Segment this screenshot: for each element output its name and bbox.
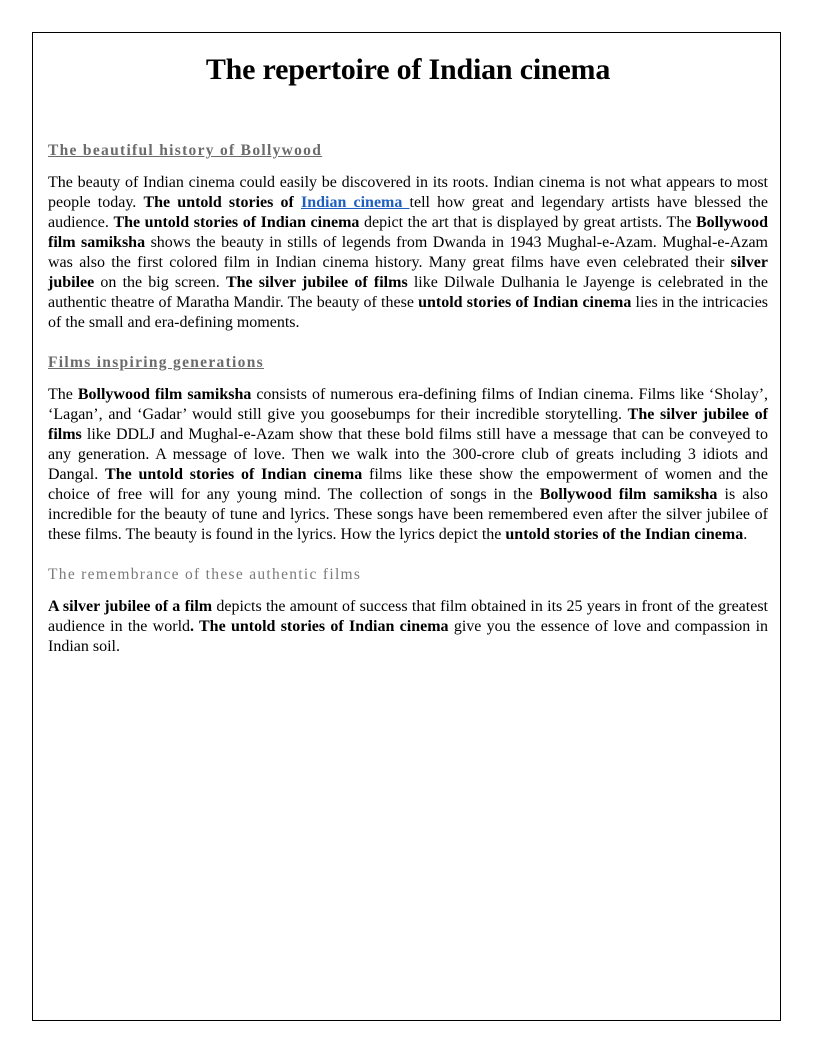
body-text: give you the essence of love and compassion in Indian soil. [48, 618, 769, 655]
bold-text: Bollywood film samiksha [539, 486, 718, 503]
body-text: like DDLJ and Mughal-e-Azam show that these bold films still have a message that can be conveyed to any generation. A message of love. Then we walk into the 300-crore club of greats including 3 idiots and Dangal. [48, 426, 768, 483]
bold-text: Bollywood film samiksha [48, 214, 769, 251]
body-text: on the big screen. [94, 274, 226, 291]
bold-text: . The untold stories of Indian cinema [190, 618, 449, 635]
bold-text: The silver jubilee of films [48, 406, 769, 443]
indian-cinema-link[interactable]: Indian cinema [300, 194, 410, 211]
body-text: lies in the intricacies of the small and era-defining moments. [48, 294, 769, 331]
body-text: consists of numerous era-defining films of Indian cinema. Films like ‘Sholay’, ‘Lagan’, and ‘Gadar’ would still give you goosebumps for their incredible storytelling. [48, 386, 769, 423]
body-text: . [743, 526, 748, 543]
bold-text: A silver jubilee of a film [48, 598, 213, 615]
body-text: tell how great and legendary artists have blessed the audience. [48, 194, 768, 231]
body-text: films like these show the empowerment of women and the choice of free will for any young mind. The collection of songs in the [48, 466, 769, 503]
bold-text: Bollywood film samiksha [77, 386, 252, 403]
section-paragraph-remembrance [48, 597, 768, 657]
body-text: is also incredible for the beauty of tune and lyrics. These songs have been remembered even after the silver jubilee of these films. The beauty is found in the lyrics. How the lyrics depict the [48, 486, 768, 543]
bold-text: The untold stories of Indian cinema [113, 214, 360, 231]
bold-text: silver jubilee [48, 254, 768, 291]
bold-text: untold stories of Indian cinema [418, 294, 632, 311]
body-text: shows the beauty in stills of legends from Dwanda in 1943 Mughal-e-Azam. Mughal-e-Azam was also the first colored film in Indian cinema history. Many great films have even celebrated their [48, 234, 768, 271]
bold-text: The silver jubilee of films [225, 274, 408, 291]
bold-text: The untold stories of [143, 194, 301, 211]
section-heading-remembrance: The remembrance of these authentic films [48, 566, 362, 583]
section-heading-history: The beautiful history of Bollywood [48, 142, 323, 159]
section-paragraph-history [48, 173, 768, 333]
bold-text: untold stories of the Indian cinema [505, 526, 744, 543]
body-text: like Dilwale Dulhania le Jayenge is celebrated in the authentic theatre of Maratha Mandir. The beauty of these [48, 274, 768, 311]
document-body [48, 48, 768, 657]
document-title: The repertoire of Indian cinema [205, 53, 611, 86]
bold-text: The untold stories of Indian cinema [105, 466, 363, 483]
body-text: depicts the amount of success that film obtained in its 25 years in front of the greatest audience in the world [48, 598, 769, 635]
body-text: The beauty of Indian cinema could easily be discovered in its roots. Indian cinema is not what appears to most people today. [48, 174, 768, 211]
section-paragraph-inspiring [48, 385, 768, 545]
body-text: depict the art that is displayed by great artists. The [359, 214, 696, 231]
body-text: The [48, 386, 78, 403]
section-heading-inspiring: Films inspiring generations [48, 354, 264, 371]
